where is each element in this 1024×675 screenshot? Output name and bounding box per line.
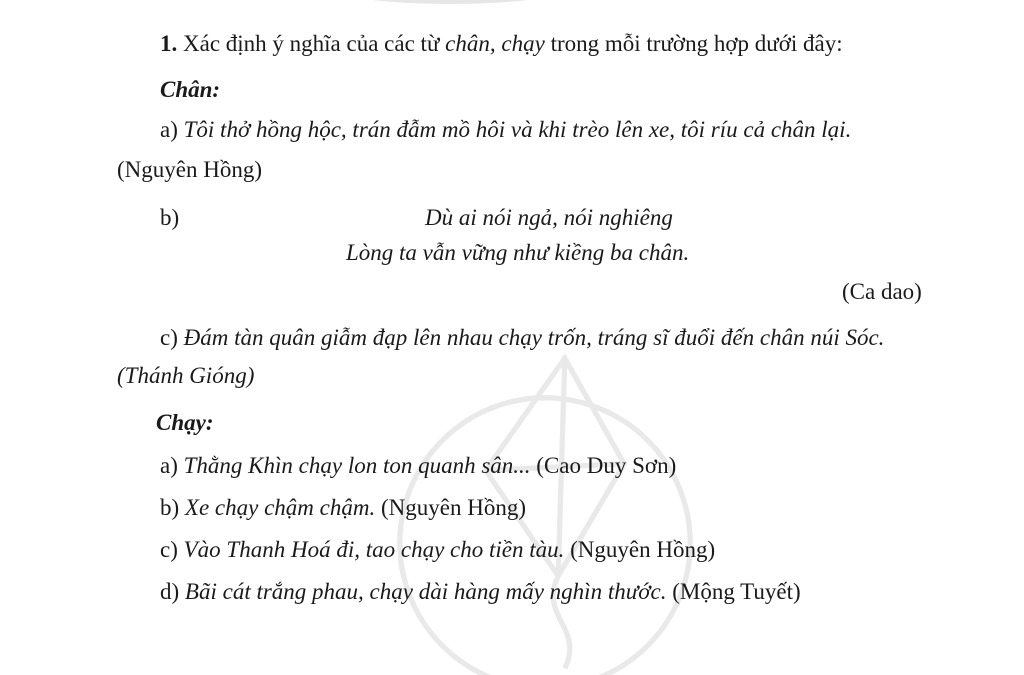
item-source: (Nguyên Hồng)	[570, 537, 716, 562]
question-prefix: Xác định ý nghĩa của các từ	[183, 31, 440, 56]
question-suffix: trong mỗi trường hợp dưới đây:	[550, 31, 843, 56]
item-label: a)	[160, 117, 178, 142]
item-text: Xe chạy chậm chậm.	[184, 495, 376, 520]
chay-item-c	[160, 538, 715, 561]
item-label: c)	[160, 537, 178, 562]
top-edge-shape	[330, 0, 570, 4]
item-source: (Mộng Tuyết)	[672, 579, 801, 604]
chan-item-a-source: (Nguyên Hồng)	[117, 157, 262, 182]
question-title	[160, 32, 843, 55]
question-number: 1.	[160, 31, 178, 56]
item-label: a)	[160, 453, 178, 478]
item-text: Đám tàn quân giẫm đạp lên nhau chạy trốn, tráng sĩ đuổi đến chân núi Sóc.	[183, 325, 885, 350]
chan-item-c	[160, 326, 884, 349]
chan-item-b-label: b)	[160, 205, 180, 230]
item-text: Thằng Khìn chạy lon ton quanh sân...	[183, 453, 531, 478]
item-text: Tôi thở hồng hộc, trán đẫm mồ hôi và khi trèo lên xe, tôi ríu cả chân lại.	[183, 117, 852, 142]
question-words: chân, chạy	[445, 31, 545, 56]
chay-item-a	[160, 454, 676, 477]
item-source: (Nguyên Hồng)	[380, 495, 526, 520]
section-heading-chan: Chân:	[160, 77, 221, 102]
chay-item-d	[160, 580, 801, 603]
chan-item-b-verse1: Dù ai nói ngả, nói nghiêng	[425, 205, 673, 230]
chan-item-b-source: (Ca dao)	[842, 279, 922, 304]
item-label: d)	[160, 579, 180, 604]
chan-item-b-verse2: Lòng ta vẫn vững như kiềng ba chân.	[346, 240, 690, 265]
item-text: Bãi cát trắng phau, chạy dài hàng mấy nghìn thước.	[184, 579, 667, 604]
chan-item-a	[160, 118, 851, 141]
item-source: (Cao Duy Sơn)	[536, 453, 677, 478]
chan-item-c-source: (Thánh Gióng)	[117, 363, 255, 388]
section-heading-chay: Chạy:	[156, 410, 214, 435]
chay-item-b	[160, 496, 526, 519]
item-label: c)	[160, 325, 178, 350]
item-text: Vào Thanh Hoá đi, tao chạy cho tiền tàu.	[183, 537, 565, 562]
item-label: b)	[160, 495, 180, 520]
